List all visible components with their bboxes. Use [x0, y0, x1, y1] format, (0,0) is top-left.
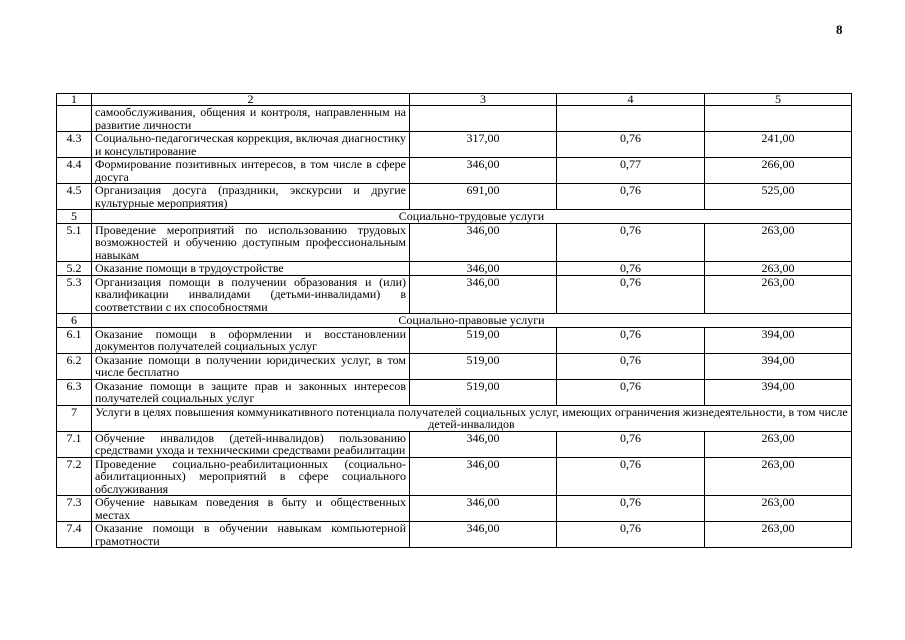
column-3-value: 317,00 — [410, 132, 557, 158]
column-5-value: 263,00 — [705, 275, 852, 314]
column-4-value: 0,76 — [557, 184, 705, 210]
service-name: Организация помощи в получении образования и (или) квалификации инвалидами (детьми-инвалидами) в соответствии с их способностями — [92, 275, 410, 314]
row-number: 4.5 — [57, 184, 92, 210]
section-row — [57, 314, 852, 328]
column-4-value: 0,76 — [557, 522, 705, 548]
row-number: 7.4 — [57, 522, 92, 548]
table-row — [57, 457, 852, 496]
column-3-value: 346,00 — [410, 262, 557, 276]
section-number: 6 — [57, 314, 92, 328]
service-name: Оказание помощи в оформлении и восстановлении документов получателей социальных услуг — [92, 327, 410, 353]
service-name: Обучение инвалидов (детей-инвалидов) пользованию средствами ухода и техническими средствами реабилитации — [92, 431, 410, 457]
row-number: 5.2 — [57, 262, 92, 276]
section-title: Социально-трудовые услуги — [92, 210, 852, 224]
section-number: 5 — [57, 210, 92, 224]
table-row — [57, 522, 852, 548]
column-4-value: 0,76 — [557, 457, 705, 496]
column-4-value: 0,76 — [557, 223, 705, 262]
table-row — [57, 496, 852, 522]
service-name: Проведение социально-реабилитационных (социально-абилитационных) мероприятий в сфере социального обслуживания — [92, 457, 410, 496]
column-3-value: 346,00 — [410, 457, 557, 496]
column-3-value: 346,00 — [410, 496, 557, 522]
column-4-value: 0,76 — [557, 353, 705, 379]
table-row — [57, 275, 852, 314]
table-row — [57, 379, 852, 405]
column-5-value: 263,00 — [705, 223, 852, 262]
service-name: самообслуживания, общения и контроля, направленным на развитие личности — [92, 106, 410, 132]
column-5-value: 241,00 — [705, 132, 852, 158]
header-cell-4: 4 — [557, 94, 705, 106]
page-number: 8 — [836, 22, 843, 37]
table-row — [57, 353, 852, 379]
section-row — [57, 405, 852, 431]
section-title: Социально-правовые услуги — [92, 314, 852, 328]
column-5-value — [705, 106, 852, 132]
header-cell-1: 1 — [57, 94, 92, 106]
service-name: Оказание помощи в трудоустройстве — [92, 262, 410, 276]
table-row — [57, 431, 852, 457]
table-body — [57, 106, 852, 548]
service-name: Проведение мероприятий по использованию трудовых возможностей и обучению доступным профессиональным навыкам — [92, 223, 410, 262]
service-name: Формирование позитивных интересов, в том числе в сфере досуга — [92, 158, 410, 184]
column-4-value: 0,76 — [557, 379, 705, 405]
row-number: 7.2 — [57, 457, 92, 496]
row-number — [57, 106, 92, 132]
header-row — [57, 94, 852, 106]
row-number: 5.1 — [57, 223, 92, 262]
service-name: Обучение навыкам поведения в быту и общественных местах — [92, 496, 410, 522]
table-row — [57, 184, 852, 210]
row-number: 6.1 — [57, 327, 92, 353]
header-cell-2: 2 — [92, 94, 410, 106]
service-name: Оказание помощи в обучении навыкам компьютерной грамотности — [92, 522, 410, 548]
table-row — [57, 327, 852, 353]
column-3-value: 346,00 — [410, 275, 557, 314]
tariff-table — [56, 93, 852, 548]
column-5-value: 263,00 — [705, 457, 852, 496]
column-5-value: 263,00 — [705, 522, 852, 548]
table-row — [57, 158, 852, 184]
column-3-value: 519,00 — [410, 353, 557, 379]
row-number: 6.2 — [57, 353, 92, 379]
column-3-value: 346,00 — [410, 158, 557, 184]
section-title: Услуги в целях повышения коммуникативного потенциала получателей социальных услуг, имеющих ограничения жизнедеятельности, в том числе детей-инвалидов — [92, 405, 852, 431]
column-5-value: 394,00 — [705, 353, 852, 379]
column-4-value: 0,76 — [557, 275, 705, 314]
column-5-value: 394,00 — [705, 379, 852, 405]
service-name: Социально-педагогическая коррекция, включая диагностику и консультирование — [92, 132, 410, 158]
row-number: 4.4 — [57, 158, 92, 184]
column-3-value: 691,00 — [410, 184, 557, 210]
column-4-value: 0,77 — [557, 158, 705, 184]
service-name: Оказание помощи в получении юридических услуг, в том числе бесплатно — [92, 353, 410, 379]
column-4-value: 0,76 — [557, 262, 705, 276]
header-cell-5: 5 — [705, 94, 852, 106]
row-number: 6.3 — [57, 379, 92, 405]
column-4-value: 0,76 — [557, 431, 705, 457]
column-3-value: 346,00 — [410, 431, 557, 457]
column-5-value: 394,00 — [705, 327, 852, 353]
column-3-value — [410, 106, 557, 132]
column-3-value: 346,00 — [410, 522, 557, 548]
table-row — [57, 223, 852, 262]
table-row — [57, 106, 852, 132]
section-number: 7 — [57, 405, 92, 431]
section-row — [57, 210, 852, 224]
row-number: 7.3 — [57, 496, 92, 522]
column-5-value: 263,00 — [705, 262, 852, 276]
row-number: 7.1 — [57, 431, 92, 457]
column-5-value: 266,00 — [705, 158, 852, 184]
column-5-value: 263,00 — [705, 431, 852, 457]
row-number: 4.3 — [57, 132, 92, 158]
column-4-value: 0,76 — [557, 327, 705, 353]
column-3-value: 519,00 — [410, 327, 557, 353]
service-name: Оказание помощи в защите прав и законных интересов получателей социальных услуг — [92, 379, 410, 405]
column-5-value: 263,00 — [705, 496, 852, 522]
column-4-value: 0,76 — [557, 132, 705, 158]
row-number: 5.3 — [57, 275, 92, 314]
column-4-value: 0,76 — [557, 496, 705, 522]
column-3-value: 346,00 — [410, 223, 557, 262]
column-5-value: 525,00 — [705, 184, 852, 210]
column-4-value — [557, 106, 705, 132]
table-row — [57, 262, 852, 276]
table-row — [57, 132, 852, 158]
service-name: Организация досуга (праздники, экскурсии и другие культурные мероприятия) — [92, 184, 410, 210]
column-3-value: 519,00 — [410, 379, 557, 405]
header-cell-3: 3 — [410, 94, 557, 106]
